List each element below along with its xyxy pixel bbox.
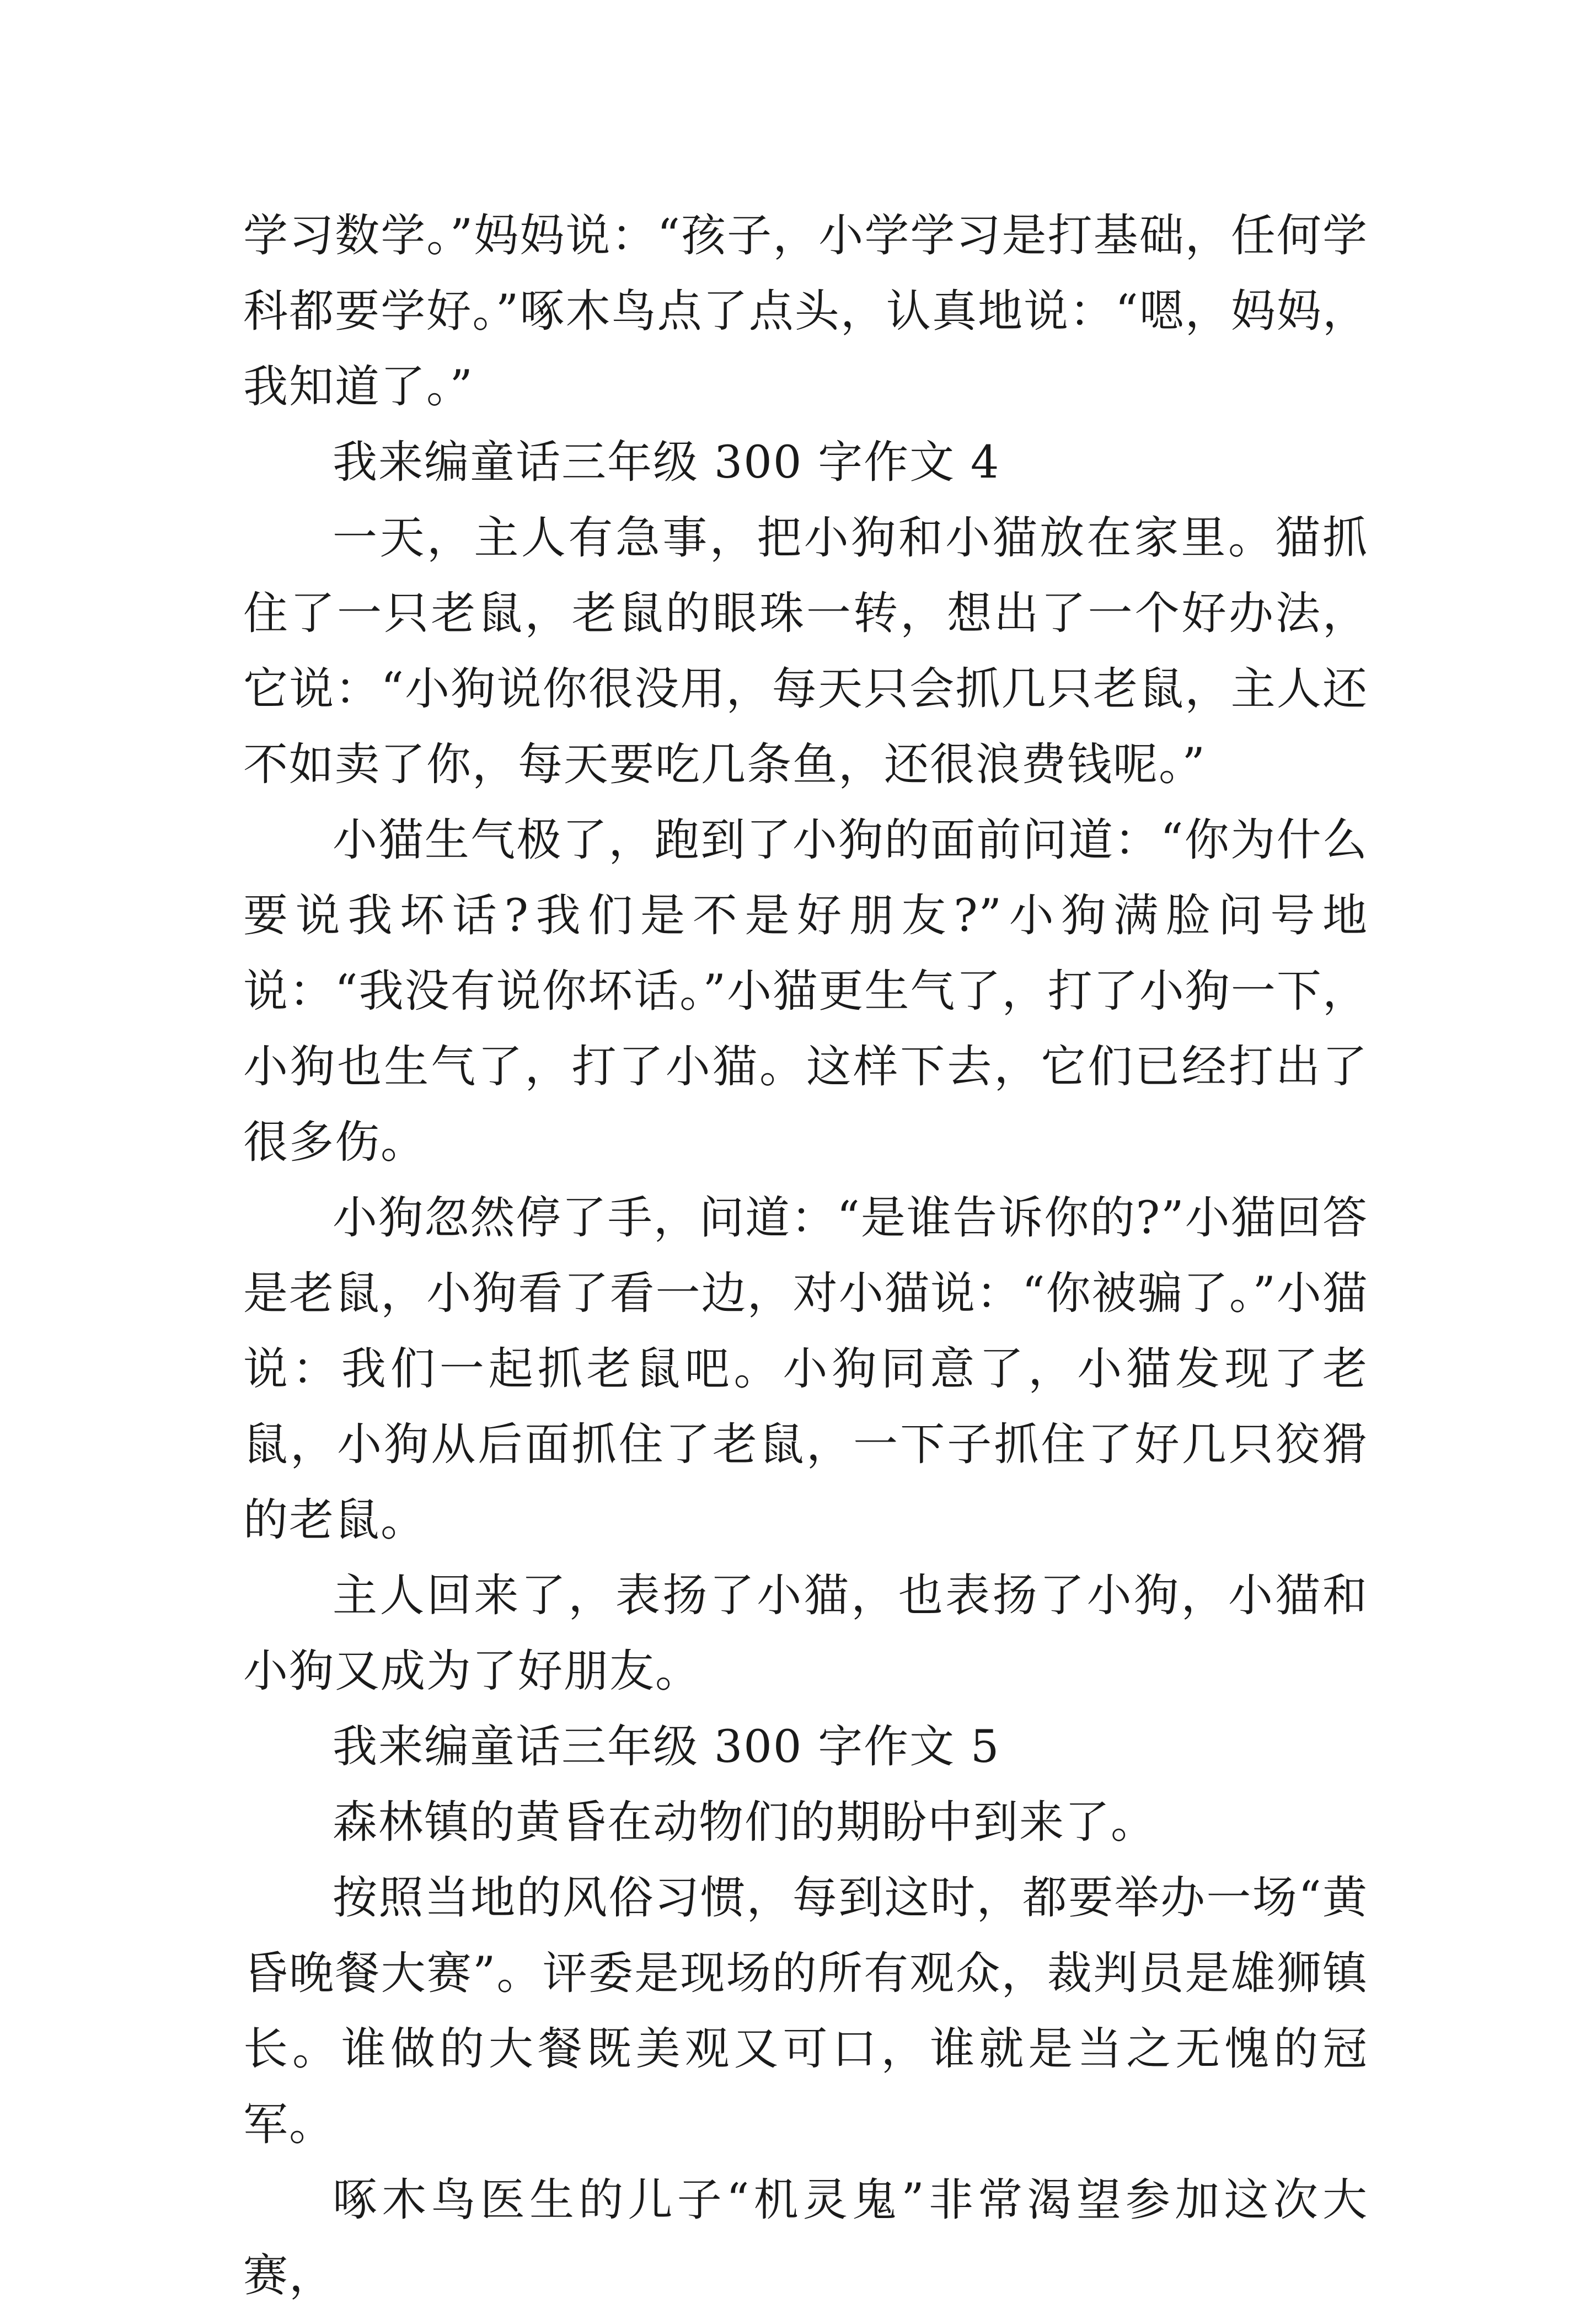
paragraph: 一天，主人有急事，把小狗和小猫放在家里。猫抓住了一只老鼠，老鼠的眼珠一转，想出了一个好办法，它说：“小狗说你很没用，每天只会抓几只老鼠，主人还不如卖了你，每天要吃几条鱼，还很浪费钱呢。”: [243, 512, 1368, 791]
paragraph: 森林镇的黄昏在动物们的期盼中到来了。: [333, 1797, 1157, 1849]
essay-heading-5: 我来编童话三年级 300 字作文 5: [333, 1721, 1000, 1773]
paragraph: 按照当地的风俗习惯，每到这时，都要举办一场“黄昏晚餐大赛”。评委是现场的所有观众，裁判员是雄狮镇长。谁做的大餐既美观又可口，谁就是当之无愧的冠军。: [243, 1872, 1368, 2151]
paragraph: 啄木鸟医生的儿子“机灵鬼”非常渴望参加这次大赛，: [243, 2174, 1368, 2302]
document-body: [243, 199, 1368, 2314]
paragraph: 小狗忽然停了手，问道：“是谁告诉你的?”小猫回答是老鼠，小狗看了看一边，对小猫说：“你被骗了。”小猫说：我们一起抓老鼠吧。小狗同意了，小猫发现了老鼠，小狗从后面抓住了老鼠，一下子抓住了好几只狡猾的老鼠。: [243, 1192, 1368, 1546]
paragraph: 小猫生气极了，跑到了小狗的面前问道：“你为什么要说我坏话?我们是不是好朋友?”小狗满脸问号地说：“我没有说你坏话。”小猫更生气了，打了小狗一下，小狗也生气了，打了小猫。这样下去，它们已经打出了很多伤。: [243, 815, 1368, 1169]
essay-heading-4: 我来编童话三年级 300 字作文 4: [333, 437, 1000, 489]
paragraph: 主人回来了，表扬了小猫，也表扬了小狗，小猫和小狗又成为了好朋友。: [243, 1570, 1368, 1697]
paragraph-continuation: 学习数学。”妈妈说：“孩子，小学学习是打基础，任何学科都要学好。”啄木鸟点了点头，认真地说：“嗯，妈妈，我知道了。”: [243, 210, 1368, 413]
